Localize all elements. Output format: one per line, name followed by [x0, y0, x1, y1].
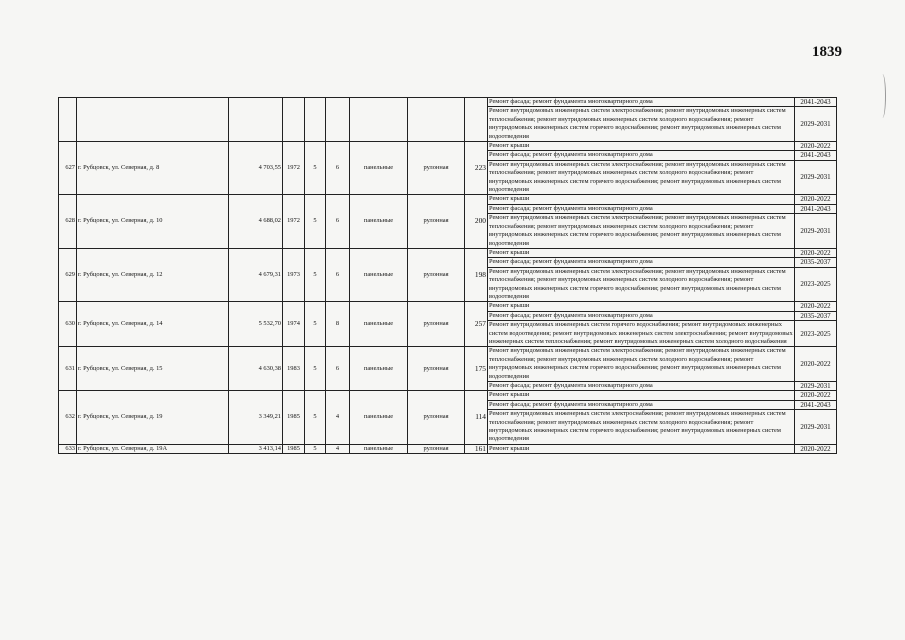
house-year: 1985 — [283, 444, 305, 453]
house-floors: 5 — [305, 302, 326, 347]
house-residents: 257 — [465, 302, 488, 347]
work-period: 2023-2025 — [795, 267, 837, 302]
work-description: Ремонт фасада; ремонт фундамента многоквартирного дома — [488, 311, 795, 320]
work-description: Ремонт фасада; ремонт фундамента многоквартирного дома — [488, 204, 795, 213]
house-floors — [305, 98, 326, 142]
house-number: 630 — [59, 302, 77, 347]
housing-repair-table — [58, 97, 837, 454]
house-residents — [465, 98, 488, 142]
house-number: 631 — [59, 347, 77, 391]
house-entrances: 6 — [326, 195, 350, 248]
work-period: 2041-2043 — [795, 98, 837, 107]
house-entrances: 8 — [326, 302, 350, 347]
table-row — [59, 98, 837, 107]
house-entrances — [326, 98, 350, 142]
table-body — [59, 98, 837, 454]
house-roof: рулонная — [408, 302, 465, 347]
house-residents: 161 — [465, 444, 488, 453]
table-row — [59, 195, 837, 204]
work-description: Ремонт внутридомовых инженерных систем горячего водоснабжения; ремонт внутридомовых инженерных систем водоотведения; ремонт внутридомовых инженерных систем электроснабжения; ремонт внутридомовых инженерных систем теплоснабжения; ремонт внутридомовых инженерных систем холодного водоснабжения — [489, 321, 793, 345]
work-period: 2041-2043 — [795, 151, 837, 160]
house-entrances: 6 — [326, 347, 350, 391]
house-walls: панельные — [350, 302, 408, 347]
house-walls — [350, 98, 408, 142]
work-period: 2020-2022 — [795, 248, 837, 257]
table-row — [59, 347, 837, 382]
table-row — [59, 302, 837, 311]
house-floors: 5 — [305, 142, 326, 195]
house-number: 629 — [59, 248, 77, 301]
work-description: Ремонт внутридомовых инженерных систем электроснабжения; ремонт внутридомовых инженерных систем теплоснабжения; ремонт внутридомовых инженерных систем холодного водоснабжения; ремонт внутридомовых инженерных систем горячего водоснабжения; ремонт внутридомовых инженерных систем водоотведения — [488, 410, 795, 445]
house-walls: панельные — [350, 444, 408, 453]
house-entrances: 6 — [326, 248, 350, 301]
work-period: 2020-2022 — [795, 347, 837, 382]
work-description: Ремонт крыши — [488, 391, 795, 400]
house-area: 3 349,21 — [229, 391, 283, 444]
work-period: 2029-2031 — [795, 214, 837, 249]
table-row — [59, 391, 837, 400]
work-description: Ремонт внутридомовых инженерных систем электроснабжения; ремонт внутридомовых инженерных систем теплоснабжения; ремонт внутридомовых инженерных систем холодного водоснабжения; ремонт внутридомовых инженерных систем горячего водоснабжения; ремонт внутридомовых инженерных систем водоотведения — [488, 214, 795, 249]
work-period: 2035-2037 — [795, 258, 837, 267]
house-year: 1985 — [283, 391, 305, 444]
work-period: 2020-2022 — [795, 302, 837, 311]
work-period: 2041-2043 — [795, 400, 837, 409]
house-walls: панельные — [350, 391, 408, 444]
house-roof — [408, 98, 465, 142]
house-walls: панельные — [350, 347, 408, 391]
house-roof: рулонная — [408, 142, 465, 195]
house-address — [77, 98, 229, 142]
work-period: 2035-2037 — [795, 311, 837, 320]
work-period: 2029-2031 — [795, 410, 837, 445]
house-area: 4 679,31 — [229, 248, 283, 301]
work-description: Ремонт внутридомовых инженерных систем электроснабжения; ремонт внутридомовых инженерных систем теплоснабжения; ремонт внутридомовых инженерных систем холодного водоснабжения; ремонт внутридомовых инженерных систем горячего водоснабжения; ремонт внутридомовых инженерных систем водоотведения — [488, 267, 795, 302]
work-description: Ремонт крыши — [488, 248, 795, 257]
work-period: 2020-2022 — [795, 195, 837, 204]
house-address: г. Рубцовск, ул. Северная, д. 12 — [77, 248, 229, 301]
house-walls: панельные — [350, 142, 408, 195]
work-period: 2029-2031 — [795, 107, 837, 142]
work-period: 2020-2022 — [795, 391, 837, 400]
scan-artifact — [879, 74, 886, 118]
work-description: Ремонт фасада; ремонт фундамента многоквартирного дома — [488, 258, 795, 267]
work-description: Ремонт крыши — [488, 444, 795, 453]
house-walls: панельные — [350, 195, 408, 248]
house-area: 5 532,70 — [229, 302, 283, 347]
house-year: 1972 — [283, 142, 305, 195]
house-residents: 175 — [465, 347, 488, 391]
work-period: 2023-2025 — [795, 321, 837, 347]
work-period: 2029-2031 — [795, 160, 837, 195]
house-roof: рулонная — [408, 347, 465, 391]
work-period: 2041-2043 — [795, 204, 837, 213]
work-period: 2029-2031 — [795, 382, 837, 391]
house-address: г. Рубцовск, ул. Северная, д. 10 — [77, 195, 229, 248]
house-year — [283, 98, 305, 142]
house-address: г. Рубцовск, ул. Северная, д. 19А — [77, 444, 229, 453]
house-year: 1974 — [283, 302, 305, 347]
work-description: Ремонт фасада; ремонт фундамента многоквартирного дома — [488, 151, 795, 160]
house-residents: 114 — [465, 391, 488, 444]
house-address: г. Рубцовск, ул. Северная, д. 15 — [77, 347, 229, 391]
house-entrances: 4 — [326, 391, 350, 444]
house-roof: рулонная — [408, 248, 465, 301]
work-description: Ремонт крыши — [488, 302, 795, 311]
work-description: Ремонт крыши — [488, 195, 795, 204]
house-number — [59, 98, 77, 142]
house-residents: 223 — [465, 142, 488, 195]
house-year: 1972 — [283, 195, 305, 248]
house-area: 4 688,02 — [229, 195, 283, 248]
house-floors: 5 — [305, 195, 326, 248]
house-number: 633 — [59, 444, 77, 453]
work-period: 2020-2022 — [795, 444, 837, 453]
table-row — [59, 248, 837, 257]
house-address: г. Рубцовск, ул. Северная, д. 14 — [77, 302, 229, 347]
house-floors: 5 — [305, 444, 326, 453]
house-entrances: 6 — [326, 142, 350, 195]
house-area: 4 703,55 — [229, 142, 283, 195]
house-entrances: 4 — [326, 444, 350, 453]
house-number: 627 — [59, 142, 77, 195]
work-description: Ремонт фасада; ремонт фундамента многоквартирного дома — [488, 400, 795, 409]
house-area: 3 413,14 — [229, 444, 283, 453]
page-number: 1839 — [812, 44, 842, 60]
house-floors: 5 — [305, 248, 326, 301]
house-roof: рулонная — [408, 195, 465, 248]
house-number: 628 — [59, 195, 77, 248]
house-residents: 200 — [465, 195, 488, 248]
work-description: Ремонт внутридомовых инженерных систем электроснабжения; ремонт внутридомовых инженерных систем теплоснабжения; ремонт внутридомовых инженерных систем холодного водоснабжения; ремонт внутридомовых инженерных систем горячего водоснабжения; ремонт внутридомовых инженерных систем водоотведения — [488, 347, 795, 382]
house-roof: рулонная — [408, 444, 465, 453]
work-period: 2020-2022 — [795, 142, 837, 151]
table-row — [59, 142, 837, 151]
table-row — [59, 444, 837, 453]
house-floors: 5 — [305, 391, 326, 444]
house-year: 1973 — [283, 248, 305, 301]
house-number: 632 — [59, 391, 77, 444]
house-walls: панельные — [350, 248, 408, 301]
work-description: Ремонт крыши — [488, 142, 795, 151]
work-description: Ремонт фасада; ремонт фундамента многоквартирного дома — [488, 98, 795, 107]
house-floors: 5 — [305, 347, 326, 391]
work-description: Ремонт внутридомовых инженерных систем электроснабжения; ремонт внутридомовых инженерных систем теплоснабжения; ремонт внутридомовых инженерных систем холодного водоснабжения; ремонт внутридомовых инженерных систем горячего водоснабжения; ремонт внутридомовых инженерных систем водоотведения — [488, 160, 795, 195]
house-address: г. Рубцовск, ул. Северная, д. 19 — [77, 391, 229, 444]
house-area — [229, 98, 283, 142]
house-area: 4 630,38 — [229, 347, 283, 391]
house-residents: 198 — [465, 248, 488, 301]
work-description: Ремонт фасада; ремонт фундамента многоквартирного дома — [488, 382, 795, 391]
house-roof: рулонная — [408, 391, 465, 444]
work-description: Ремонт внутридомовых инженерных систем электроснабжения; ремонт внутридомовых инженерных систем теплоснабжения; ремонт внутридомовых инженерных систем холодного водоснабжения; ремонт внутридомовых инженерных систем горячего водоснабжения; ремонт внутридомовых инженерных систем водоотведения — [488, 107, 795, 142]
house-address: г. Рубцовск, ул. Северная, д. 8 — [77, 142, 229, 195]
house-year: 1983 — [283, 347, 305, 391]
